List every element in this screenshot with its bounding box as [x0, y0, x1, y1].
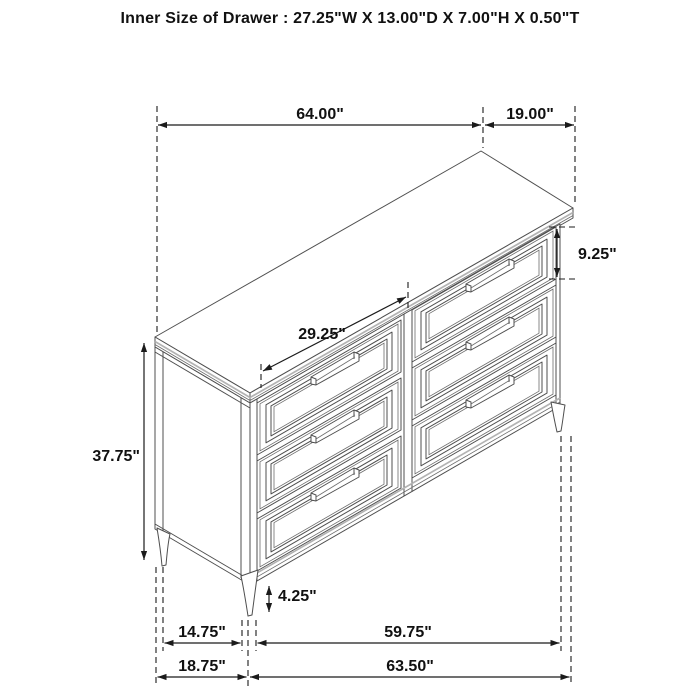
dim-top-width — [158, 106, 481, 125]
dim-top-depth — [485, 106, 574, 125]
dim-overall-height-label: 37.75" — [92, 448, 140, 465]
dim-top-width-label: 64.00" — [296, 106, 344, 123]
dresser-drawing — [155, 151, 573, 616]
dim-drawer-width-label: 29.25" — [298, 326, 346, 343]
dim-base-width-outer-label: 63.50" — [386, 658, 434, 675]
dim-overall-height — [92, 343, 144, 560]
dim-base-width-outer — [250, 658, 570, 677]
dim-base-depth-outer — [158, 658, 247, 677]
dim-leg-height — [269, 586, 317, 612]
leg-back-left — [157, 528, 170, 566]
dim-base-depth-outer-label: 18.75" — [178, 658, 226, 675]
dim-base-width-inner-label: 59.75" — [384, 624, 432, 641]
leg-front-right — [551, 402, 565, 432]
dim-base-depth-inner-label: 14.75" — [178, 624, 226, 641]
dim-base-depth-inner — [165, 624, 241, 643]
page-title: Inner Size of Drawer : 27.25"W X 13.00"D X 7.00"H X 0.50"T — [120, 10, 580, 27]
dim-top-depth-label: 19.00" — [506, 106, 554, 123]
dim-leg-height-label: 4.25" — [278, 588, 317, 605]
leg-front-left — [241, 570, 258, 616]
dim-drawer-height-label: 9.25" — [578, 246, 617, 263]
dim-base-width-inner — [258, 624, 560, 643]
